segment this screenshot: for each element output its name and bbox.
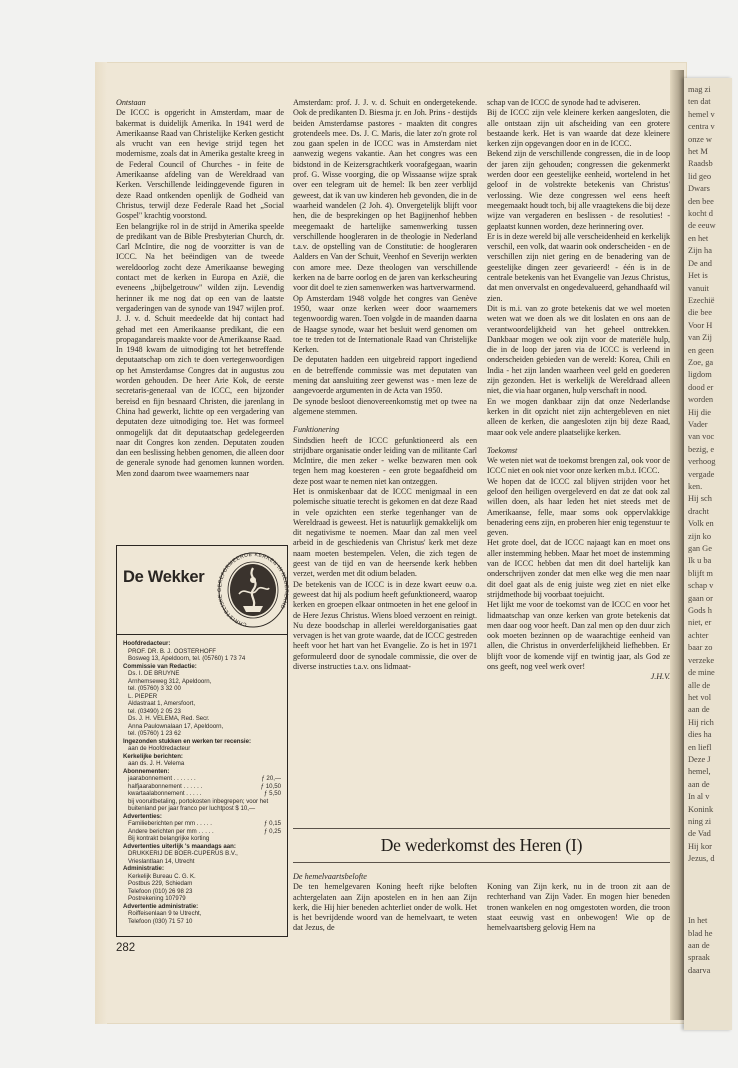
page-edge-shadow (95, 62, 107, 1024)
right-page-line: Voor H (688, 320, 713, 330)
right-page-line: hemel v (688, 109, 715, 119)
price-row (123, 820, 281, 828)
right-page-line: niet, er (688, 618, 712, 628)
info-text: aan de Hoofdredacteur (128, 745, 191, 752)
right-page-line: Ezechië (688, 295, 715, 305)
right-page-line: aan de (688, 705, 710, 715)
price-label: Andere berichten per mm . . . . . (128, 827, 214, 835)
second-article-column-left (293, 872, 477, 934)
second-article-column-right (487, 882, 670, 933)
paragraph: En we mogen dankbaar zijn dat onze Nederlandse kerken in dit opzicht niet zijn achtergebleven en niet alleen de kerken, die aangesloten zijn bij deze Raad, maar ook vele andere plaatselijke kerken. (487, 396, 670, 437)
right-page-line: de mine (688, 668, 715, 678)
article-headline: De wederkomst des Heren (I) (380, 835, 583, 855)
right-page-line: lid geo (688, 171, 712, 181)
right-page-fragment (684, 78, 732, 1030)
right-page-line: ligdom (688, 370, 712, 380)
right-page-line: daarva (688, 965, 711, 975)
right-page-line: Zoe, ga (688, 357, 714, 367)
right-page-line: gaan or (688, 593, 713, 603)
price-value: ƒ 20,— (261, 775, 281, 782)
right-page-text (684, 78, 732, 977)
info-text: bij vooruitbetaling, portokosten inbegrepen; voor het buitenland per jaar franco per luchtpost $ 10,— (128, 797, 269, 812)
label: Advertenties: (123, 812, 162, 820)
label: Kerkelijke berichten: (123, 752, 183, 760)
paragraph: De ten hemelgevaren Koning heeft rijke beloften achtergelaten aan Zijn apostelen en in hen aan Zijn kerk, die Hij hier beneden achterliet onder de wolk. Het is het bevrijdende woord van de hemelvaart, te weten dat Jezus, de (293, 882, 477, 933)
paragraph: De synode besloot dienovereenkomstig met op twee na algemene stemmen. (293, 396, 477, 416)
right-page-line: van voc (688, 432, 715, 442)
right-page-line: Vader (688, 419, 708, 429)
right-page-line: aan de (688, 941, 710, 951)
right-page-line: den bee (688, 196, 714, 206)
right-page-line: ten dat (688, 97, 711, 107)
right-page-line: Ik u ba (688, 556, 712, 566)
page-number: 282 (116, 942, 136, 954)
masthead-header (117, 546, 287, 635)
masthead-colophon (117, 635, 287, 925)
paragraph: Amsterdam: prof. J. J. v. d. Schuit en ondergetekende. Ook de predikanten D. Biesma jr. en Joh. Prins - destijds beiden Amsterdamse pastores - maakten dit congres grotendeels mee. Ds. J. C. Maris, die later zo'n grote rol zou gaan spelen in de ICCC was in Amsterdam niet aanwezig wegens vakantie. Aan het congres was een bidstond in de Keizersgrachtkerk voorafgegaan, waarin prof. G. Wisse voorging, die op Wissaanse wijze sprak over een telegram uit de hemel: Ik ben zeer verblijd geweest, dat ik van uw kinderen heb gevonden, die in de waarheid wandelen (2 Joh. 4). Onvergetelijk blijft voor hen, die de besprekingen op het Bagijnenhof hebben meegemaakt de hartelijke samenwerking tussen verschillende hoogleraren in de theologie in Nederland t.a.v. de opstelling van de Constitutie: de hoogleraren Aalders en Van der Schuit, Veenhof en Severijn werkten con amore mee. Deze theologen van verschillende kerken na de barre oorlog en de jaren van kerkscheuring voor dit doel te zien samenwerken was hartverwarmend. (293, 98, 477, 293)
paragraph: Dit is m.i. van zo grote betekenis dat we wel moeten weten wat we doen als we dit loslaten en ons aan de verantwoordelijkheid van het geheel onttrekken. Dankbaar mogen we ook zijn voor de materiële hulp, die in de loop der jaren via de ICCC is verleend in onderscheiden gebieden van de wereld: Korea, Chili en India - het zijn landen waarheen veel geld en goederen zijn gezonden. Het is werkelijk de Wereldraad alleen niet, die via haar organen, hulp verschaft in nood. (487, 303, 670, 396)
paragraph: De ICCC is opgericht in Amsterdam, maar de bakermat is duidelijk Amerika. In 1941 werd de Amerikaanse Raad van Christelijke Kerken gesticht als vrucht van een hevige strijd tegen het modernisme, zoals dat in Amerika gestalte kreeg in de Federal Council of Churches - in feite de Amerikaanse afdeling van de Wereldraad van Kerken. Verschillende leidinggevende figuren in deze Raad ontkenden openlijk de Godheid van Christus, terwijl deze Federale Raad het „Social Gospel" krachtig voorstond. (116, 108, 284, 221)
committee-phone: tel. (05760) 3 32 00 (128, 685, 181, 692)
paragraph: Op Amsterdam 1948 volgde het congres van Genève 1950, waar onze kerken weer door waarnemers tegenwoordig waren. Toen volgde in de maanden daarna de Haagse synode, waar het besluit werd genomen om toe te treden tot de Internationale Raad van Christelijke Kerken. (293, 293, 477, 355)
right-page-line: Raadsb (688, 159, 713, 169)
right-page-line: Jezus, d (688, 854, 715, 864)
price-value: ƒ 0,25 (264, 827, 281, 835)
paragraph: Het is onmiskenbaar dat de ICCC menigmaal in een polemische situatie terecht is gekomen en dat deze Raad in vele opzichten een sterke tegenhanger van de Wereldraad is geweest. Het is natuurlijk gemakkelijk om dit negativisme te noemen. Maar dan zal men veel arbeid in de geschiedenis van Christus' kerk met deze naam moeten bestempelen. Velen, die zich tegen de geest van de tijd en van de heersende kerk hebben verzet, werden met dit odium beladen. (293, 486, 477, 579)
right-page-line: zijn ko (688, 531, 712, 541)
section-heading-toekomst: Toekomst (487, 445, 518, 455)
article-column-2 (293, 98, 477, 672)
right-page-line: blad he (688, 928, 713, 938)
paragraph: Sindsdien heeft de ICCC gefunktioneerd als een strijdbare organisatie onder leiding van de militante Carl McIntire, die men zeker - welke bezwaren men ook tegen hem mag koesteren - een grote begaafdheid om deze post waar te nemen niet kan ontzeggen. (293, 435, 477, 486)
right-page-line: en liefl (688, 742, 712, 752)
right-page-line: Konink (688, 804, 714, 814)
right-page-line: en geen (688, 345, 714, 355)
committee-member: Ds. J. H. VELEMA, Red. Secr. (128, 715, 210, 722)
right-page-line: In al v (688, 792, 710, 802)
paragraph: Er is in deze wereld bij alle verscheidenheid en kerkelijk verschil, een volk, dat waarin ook onderscheiden - en de verschillen zijn niet gering en de benadering van de geestelijke dingen zeer gevarieerd! - één is in de centrale betekenis van het Evangelie van Jezus Christus, dat men onvervalst en ongedevalueerd, gehandhaafd wil zien. (487, 231, 670, 303)
right-page-line: de eeuw (688, 221, 716, 231)
label: Administratie: (123, 865, 164, 872)
right-page-line: dies ha (688, 730, 712, 740)
right-page-line: alle de (688, 680, 711, 690)
right-page-line: mag zi (688, 85, 711, 94)
right-page-line: dood er (688, 382, 714, 392)
right-page-line (688, 866, 732, 878)
right-page-line: worden (688, 395, 714, 405)
committee-address: Aldastraat 1, Amersfoort, (128, 700, 196, 707)
committee-address: Arnhemseweg 312, Apeldoorn, (128, 677, 212, 685)
info-text: Postrekening 107979 (128, 895, 186, 902)
committee-phone: tel. (03490) 2 05 23 (128, 707, 181, 715)
right-page-line: verzeke (688, 655, 715, 665)
info-text: Roiffeisenlaan 9 te Utrecht, (128, 910, 202, 917)
right-page-line: Hij die (688, 407, 712, 417)
right-page-line: Hij sch (688, 494, 712, 504)
label: Ingezonden stukken en werken ter recensie: (123, 737, 252, 745)
label: Advertentie administratie: (123, 902, 199, 910)
paragraph: We hopen dat de ICCC zal blijven strijden voor het geloof den heiligen overgeleverd en dat ze dat ook zal willen doen, als haar leden het niet steeds met de Amerikaanse, felle, maar soms ook oppervlakkige benadering eens zijn, en proberen hier enig tegenstuur te geven. (487, 476, 670, 538)
price-row (123, 790, 281, 798)
right-page-line: Hij rich (688, 717, 714, 727)
paragraph: De deputaten hadden een uitgebreid rapport ingediend en de betreffende commissie was met deputaten van mening dat aansluiting zeer gewenst was - men leze de aangevoerde argumenten in de Acta van 1950. (293, 355, 477, 396)
right-page-line: Gods h (688, 606, 712, 616)
right-page-line: vanuit (688, 283, 709, 293)
right-page-line: gan Ge (688, 544, 712, 554)
right-page-line: Zijn ha (688, 246, 712, 256)
right-page-line: verhoog (688, 457, 716, 467)
right-page-line (688, 903, 732, 915)
price-row (123, 783, 281, 791)
right-page-line (688, 890, 732, 902)
price-label: Familieberichten per mm . . . . . (128, 820, 212, 827)
paragraph: schap van de ICCC de synode had te adviseren. (487, 98, 641, 107)
right-page-line: achter (688, 630, 709, 640)
price-label: halfjaarabonnement . . . . . . (128, 782, 203, 790)
paragraph: In 1948 kwam de uitnodiging tot het betreffende deputaatschap om zich te doen vertegenwoordigen op het Amsterdamse Congres dat in augustus zou worden gehouden. De heer Arie Kok, de eerste secretaris-generaal van de ICCC, een bijzonder bereisd en fijn besnaard Christen, die jarenlang in China had gewerkt, lichtte op een vergadering van deputaten deze uitnodiging toe. Het was formeel onmogelijk dat dit deputaatschap gedelegeerden naar dit Congres kon zenden. Deputaten zouden dan een beslissing hebben genomen, die alleen door de generale synode had genomen kunnen worden. Men zond daarom twee waarnemers naar (116, 345, 284, 478)
section-heading-funktionering: Funktionering (293, 425, 340, 435)
info-text: aan ds. J. H. Velema (128, 760, 185, 767)
paragraph: Een belangrijke rol in de strijd in Amerika speelde de predikant van de Bible Presbyterian Church, dr. Carl McIntire, die nog de voorzitter is van de ICCC. Na het beëindigen van de tweede wereldoorlog zocht deze Amerikaanse beweging contact met de kerken in Europa en Azië, die eveneens „bijbelgetrouw" wilden zijn. Levendig herinner ik me nog dat op een van de laatste vergaderingen van de synode van 1947 wijlen prof. J. J. v. d. Schuit meedeelde dat hij contact had gehad met een Amerikaanse predikant, die een propagandareis maakte voor de Amerikaanse Raad. (116, 221, 284, 344)
right-page-line: spraak (688, 953, 710, 963)
right-page-line: het vol (688, 692, 712, 702)
info-text: Kerkelijk Bureau C. G. K. (128, 872, 196, 880)
paragraph: Bij de ICCC zijn vele kleinere kerken aangesloten, die alle ontstaan zijn uit afscheiding van een grotere bestaande kerk. Het is van waarde dat deze kleinere kerken zijn opgevangen door en in de ICCC. (487, 108, 670, 149)
info-text: DRUKKERIJ DE BOER-CUPERUS B.V., (128, 850, 238, 857)
editor-address: Bosweg 13, Apeldoorn, tel. (05760) 1 73 74 (128, 655, 246, 662)
price-value: ƒ 5,50 (264, 790, 281, 797)
paragraph: Het lijkt me voor de toekomst van de ICCC en voor het lidmaatschap van onze kerken van grote betekenis dat men daar oog voor heeft. Dan zal men op den duur zich ook moeten bezinnen op de waarachtige eenheid van allen, die Christus in onverderfelijkheid liefhebben. Er blijft voor de komende vijf en twintig jaar, als God ze ons geeft, nog veel werk over! (487, 600, 670, 672)
right-page-line: De and (688, 258, 712, 268)
paragraph: Het grote doel, dat de ICCC najaagt kan en moet ons aller instemming hebben. Maar het moet de instemming van de ICCC hebben dat men dit doel hartelijk kan onderschrijven zonder dat men elke weg die men naar dit doel gaat als de enig juiste weg ziet en niet elke strijdmethode bij voorbaat toejuicht. (487, 538, 670, 599)
right-page-line: schap v (688, 581, 714, 591)
paragraph: Koning van Zijn kerk, nu in de troon zit aan de rechterhand van Zijn Vader. En mogen hier beneden tronen wankelen en nog omgestoten worden, die troon staat eeuwig vast en onbewogen! Wie op de hemelvaartsberg gelovig Hem na (487, 882, 670, 933)
right-page-line: vergade (688, 469, 715, 479)
section-heading-ontstaan: Ontstaan (116, 98, 146, 107)
author-signature: J.H.V. (650, 672, 670, 682)
price-value: ƒ 10,50 (260, 782, 281, 790)
article-column-1 (116, 98, 284, 479)
info-text: Telefoon (010) 26 98 23 (128, 887, 193, 895)
editor-name: PROF. DR. B. J. OOSTERHOFF (128, 647, 217, 655)
right-page-line: Deze J (688, 754, 711, 764)
paragraph: Bekend zijn de verschillende congressen, die in de loop der jaren zijn gehouden; congressen die gekenmerkt werden door een geestelijke eenheid, wortelend in het geloof in de volstrekte betekenis van Christus' verlossing. Wie deze congressen wel eens heeft meegemaakt houdt toch, bij alle vraagtekens die bij deze wijze van vergaderen en beslissen - de resoluties! - geplaatst kunnen worden, deze herinnering over. (487, 149, 670, 231)
info-text: Telefoon (030) 71 57 10 (128, 917, 193, 925)
right-page-line: Volk en (688, 519, 714, 529)
right-page-line: blijft m (688, 568, 713, 578)
label: Advertenties uiterlijk 's maandags aan: (123, 842, 236, 850)
right-page-line: aan de (688, 779, 710, 789)
right-page-line: Dwars (688, 184, 710, 194)
right-page-line: hemel, (688, 767, 711, 777)
right-page-line: Het is (688, 271, 708, 281)
info-text: Postbus 229, Schiedam (128, 880, 193, 887)
right-page-line: Hij kor (688, 841, 712, 851)
committee-member: L. PIEPER (128, 692, 158, 700)
committee-address: Anna Paulownalaan 17, Apeldoorn, (128, 722, 224, 730)
right-page-line: ning zi (688, 816, 712, 826)
right-page-line: ken. (688, 482, 703, 491)
price-row (123, 828, 281, 836)
masthead-title: De Wekker (123, 568, 205, 586)
paragraph: We weten niet wat de toekomst brengen zal, ook voor de ICCC niet en ook niet voor onze kerken m.b.t. ICCC. (487, 456, 670, 476)
right-page-line: onze w (688, 134, 712, 144)
label: Hoofdredacteur: (123, 640, 171, 647)
price-row (123, 775, 281, 783)
right-page-line: de Vad (688, 829, 711, 839)
right-page-line: het M (688, 147, 708, 157)
info-text: Vrieslantlaan 14, Utrecht (128, 857, 195, 865)
committee-phone: tel. (05760) 1 23 62 (128, 730, 181, 737)
subheading: De hemelvaartsbelofte (293, 872, 367, 881)
right-page-line: en het (688, 233, 709, 243)
right-page-line: centra v (688, 122, 715, 132)
headline-rule-top (293, 828, 670, 829)
article-column-3 (487, 98, 670, 683)
right-page-line: bezig, e (688, 444, 715, 454)
right-page-line: die bee (688, 308, 712, 318)
right-page-line (688, 878, 732, 890)
masthead-box (116, 545, 288, 937)
committee-member: Ds. I. DE BRUYNE (128, 670, 180, 677)
paragraph: De betekenis van de ICCC is in deze kwart eeuw o.a. geweest dat hij als podium heeft gefunktioneerd, waarop kerken en groepen elkaar ontmoeten in het ene geloof in de Here Jezus Christus. Wiens bloed verzoent en reinigt. Nu deze boodschap in allerlei wereldorganisaties gaat vervagen is het van grote waarde, dat de ICCC gestreden heeft voor het hart van het Evangelie. Zo is het in 1971 geformuleerd door de synodale commissie, die over de diverse instructies t.a.v. ons lidmaat- (293, 579, 477, 672)
info-text: Bij kontrakt belangrijke korting (128, 835, 210, 842)
church-seal-logo (217, 550, 289, 630)
right-page-line: baar zo (688, 643, 713, 653)
price-value: ƒ 0,15 (264, 820, 281, 827)
price-label: jaarabonnement . . . . . . . (128, 775, 196, 782)
right-page-line: van Zij (688, 333, 712, 343)
headline-rule-bottom (293, 862, 670, 863)
book-gutter (670, 70, 684, 1020)
right-page-line: In het (688, 916, 708, 926)
price-label: kwartaalabonnement . . . . . (128, 790, 202, 797)
label: Abonnementen: (123, 767, 170, 775)
label: Commissie van Redactie: (123, 662, 197, 670)
right-page-line: kocht d (688, 209, 713, 219)
seal-text: CHRISTELIJKE GEREFORMEERDE KERKEN IN NEDERLAND (217, 551, 289, 628)
right-page-line: dracht (688, 506, 709, 516)
